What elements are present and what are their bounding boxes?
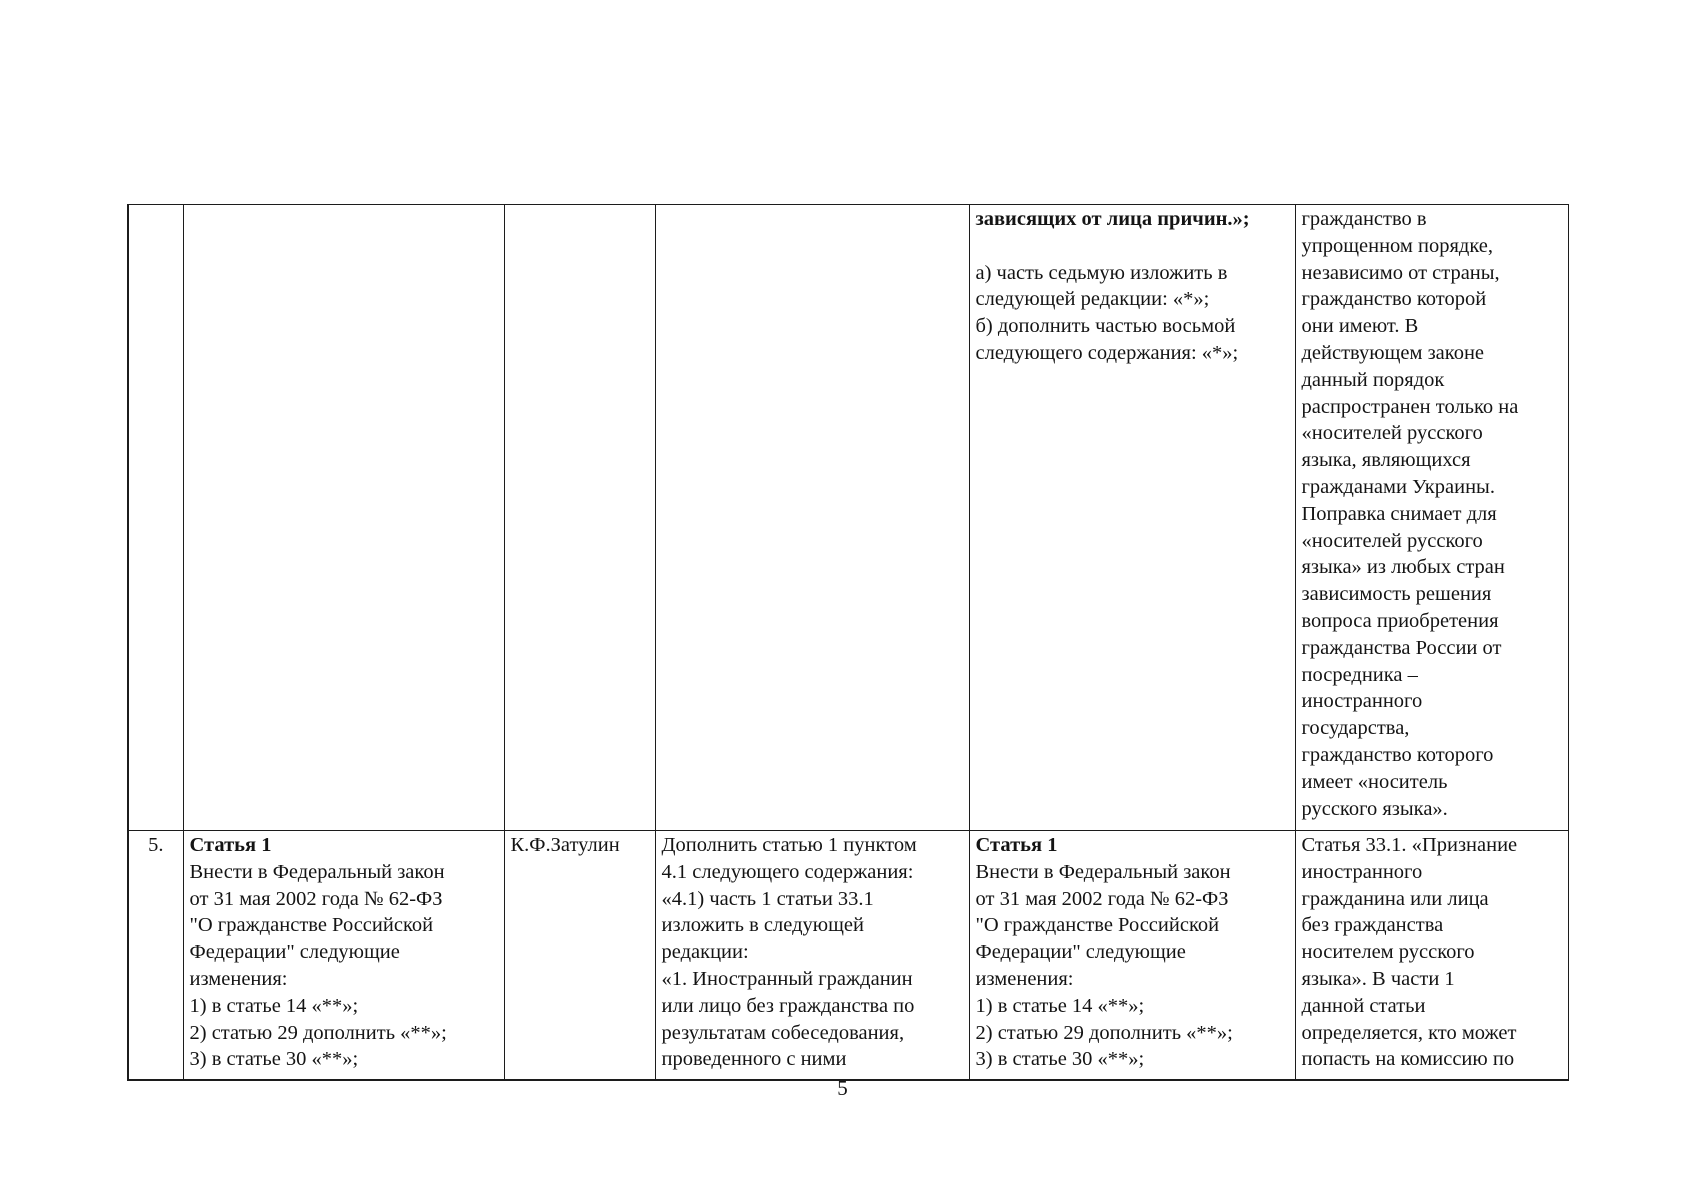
cell-amended-text	[969, 831, 1295, 1081]
article-heading: Статья 1	[189, 834, 272, 856]
article-heading: Статья 1	[975, 834, 1058, 856]
cell-amended-text	[969, 205, 1295, 831]
cell-comment	[1295, 831, 1568, 1081]
amendments-table	[127, 204, 1569, 1081]
cell-amendment	[655, 831, 969, 1081]
bill-text-lines: Внести в Федеральный закон от 31 мая 2002 года № 62-ФЗ "О гражданстве Российской Федерации" следующие изменения: 1) в статье 14 «**»; 2) статью 29 дополнить «**»; 3) в статье 30 «**»;	[189, 860, 447, 1071]
comment-text: Статья 33.1. «Признание иностранного гражданина или лица без гражданства носителем русского языка». В части 1 данной статьи определяется, кто может попасть на комиссию по	[1301, 834, 1518, 1071]
comment-text: гражданство в упрощенном порядке, независимо от страны, гражданство которой они имеют. В действующем законе данный порядок распространен только на «носителей русского языка, являющихся гражданами Украины. Поправка снимает для «носителей русского языка» из любых стран зависимость решения вопроса приобретения гражданства России от посредника – иностранного государства, гражданство которого имеет «носитель русского языка».	[1301, 208, 1519, 820]
amended-text-bold-ending: зависящих от лица причин.»;	[975, 208, 1250, 230]
table-row-continuation	[128, 205, 1568, 831]
cell-bill-text	[183, 831, 504, 1081]
amended-text-lines: Внести в Федеральный закон от 31 мая 2002 года № 62-ФЗ "О гражданстве Российской Федерации" следующие изменения: 1) в статье 14 «**»; 2) статью 29 дополнить «**»; 3) в статье 30 «**»;	[975, 860, 1233, 1071]
cell-author	[504, 205, 655, 831]
cell-number	[128, 205, 183, 831]
table-row-5	[128, 831, 1568, 1081]
amended-text-lines: а) часть седьмую изложить в следующей редакции: «*»; б) дополнить частью восьмой следующего содержания: «*»;	[975, 261, 1239, 364]
cell-author: К.Ф.Затулин	[504, 831, 655, 1081]
cell-amendment	[655, 205, 969, 831]
page-number: 5	[837, 1076, 848, 1100]
cell-bill-text	[183, 205, 504, 831]
cell-comment	[1295, 205, 1568, 831]
amendment-text-lines: Дополнить статью 1 пунктом 4.1 следующего содержания: «4.1) часть 1 статьи 33.1 изложить в следующей редакции: «1. Иностранный гражданин или лицо без гражданства по результатам собеседования, проведенного с ними	[661, 834, 917, 1071]
row-number: 5.	[128, 831, 183, 1081]
